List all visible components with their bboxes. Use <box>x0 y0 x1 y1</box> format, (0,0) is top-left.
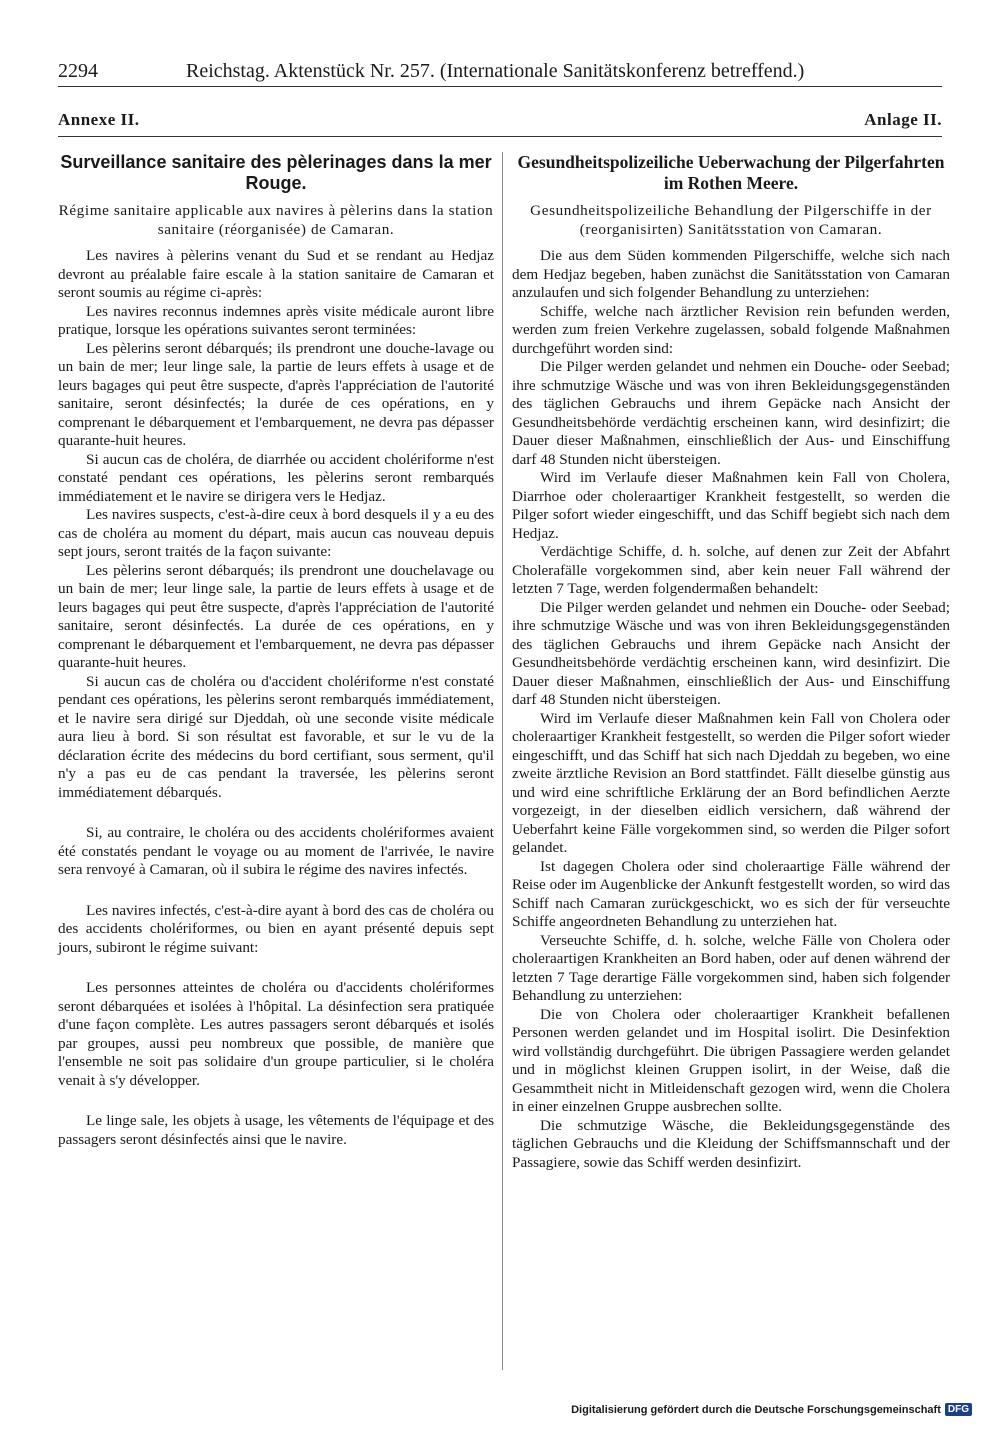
column-separator <box>502 152 503 1370</box>
header-rule <box>58 86 942 87</box>
annex-label-german: Anlage II. <box>864 110 942 129</box>
french-subtitle: Régime sanitaire applicable aux navires à pèlerins dans la station sanitaire (réorganisée) de Camaran. <box>58 202 494 238</box>
dfg-logo: DFG <box>945 1403 972 1416</box>
paragraph: Si, au contraire, le choléra ou des accidents cholériformes avaient été constatés pendant le voyage ou au moment de l'arrivée, le navire sera renvoyé à Camaran, où il subira le régime des navires infectés. <box>58 824 494 878</box>
german-title: Gesundheitspolizeiliche Ueberwachung der Pilgerfahrten im Rothen Meere. <box>517 152 945 193</box>
paragraph: Les personnes atteintes de choléra ou d'accidents cholériformes seront débarquées et isolées à l'hôpital. La désinfection sera pratiquée d'une façon complète. Les autres passagers seront débarqués et isolés par groupes, aussi peu nombreux que possible, de manière que l'ensemble ne soit pas solidaire d'un groupe particulier, si le choléra venait à s'y développer. <box>58 979 494 1089</box>
paragraph: Wird im Verlaufe dieser Maßnahmen kein Fall von Cholera, Diarrhoe oder choleraartiger Krankheit festgestellt, so werden die Pilger sofort wieder eingeschifft, und das Schiff begiebt sich nach dem Hedjaz. <box>512 469 950 542</box>
paragraph: Verseuchte Schiffe, d. h. solche, welche Fälle von Cholera oder choleraartigen Krankheiten an Bord haben, oder auf denen während der letzten 7 Tage derartige Fälle vorgekommen sind, haben sich folgender Behandlung zu unterziehen: <box>512 931 950 1004</box>
paragraph: Les pèlerins seront débarqués; ils prendront une douche-lavage ou un bain de mer; leur linge sale, la partie de leurs effets à usage et de leurs bagages qui peut être suspecte, d'après l'appréciation de l'autorité sanitaire, seront désinfectés; la durée de ces opérations, en y comprenant le débarquement et l'embarquement, ne devra pas dépasser quarante-huit heures. <box>58 339 494 449</box>
paragraph: Les pèlerins seront débarqués; ils prendront une douchelavage ou un bain de mer; leur linge sale, la partie de leurs effets à usage et de leurs bagages qui peut être suspecte, d'après l'appréciation de l'autorité sanitaire, seront désinfectés. La durée de ces opérations, en y comprenant le débarquement et l'embarquement, ne devra pas dépasser quarante-huit heures. <box>58 561 494 671</box>
paragraph: Die von Cholera oder choleraartiger Krankheit befallenen Personen werden gelandet und im Hospital isolirt. Die Desinfektion wird vollständig durchgeführt. Die übrigen Passagiere werden gelandet und in möglichst kleinen Gruppen isolirt, in der Weise, daß die Gesammtheit nicht in Mitleidenschaft gezogen wird, wenn die Cholera in einer einzelnen Gruppe ausbrechen sollte. <box>512 1005 950 1115</box>
page-number: 2294 <box>58 60 98 82</box>
paragraph: Die aus dem Süden kommenden Pilgerschiffe, welche sich nach dem Hedjaz begeben, haben zunächst die Sanitätsstation von Camaran anzulaufen und sich folgender Behandlung zu unterziehen: <box>512 247 950 301</box>
paragraph: Wird im Verlaufe dieser Maßnahmen kein Fall von Cholera oder choleraartiger Krankheit festgestellt, so werden die Pilger sofort wieder eingeschifft, und das Schiff hat sich nach Djeddah zu begeben, wo eine zweite ärztliche Revision an Bord stattfindet. Fällt dieselbe günstig aus und wird eine schriftliche Erklärung der an Bord befindlichen Aerzte vorgezeigt, in der dieselben eidlich versichern, daß während der Ueberfahrt keine Fälle vorgekommen sind, so werden die Pilger sofort gelandet. <box>512 709 950 856</box>
paragraph: Les navires infectés, c'est-à-dire ayant à bord des cas de choléra ou des accidents cholériformes, ou bien en ayant présenté depuis sept jours, subiront le régime suivant: <box>58 901 494 956</box>
paragraph: Si aucun cas de choléra ou d'accident cholériforme n'est constaté pendant ces opérations, les pèlerins seront rembarqués immédiatement, et le navire sera dirigé sur Djeddah, où une seconde visite médicale aura lieu à bord. Si son résultat est favorable, et sur le vu de la déclaration écrite des médecins du bord certifiant, sous serment, qu'il n'y a pas eu de cas pendant la traversée, les pèlerins seront immédiatement débarqués. <box>58 672 494 801</box>
german-subtitle: Gesundheitspolizeiliche Behandlung der Pilgerschiffe in der (reorganisirten) Sanitätsstation von Camaran. <box>530 202 932 238</box>
paragraph: Verdächtige Schiffe, d. h. solche, auf denen zur Zeit der Abfahrt Cholerafälle vorgekommen sind, aber kein neuer Fall während der letzten 7 Tage, werden folgendermaßen behandelt: <box>512 543 950 597</box>
paragraph: Le linge sale, les objets à usage, les vêtements de l'équipage et des passagers seront désinfectés ainsi que le navire. <box>58 1112 494 1148</box>
running-header <box>58 60 942 86</box>
paragraph: Die schmutzige Wäsche, die Bekleidungsgegenstände des täglichen Gebrauchs und die Kleidung der Schiffsmannschaft und der Passagiere, sowie das Schiff werden desinfizirt. <box>512 1116 950 1171</box>
header-title: Reichstag. Aktenstück Nr. 257. (Internationale Sanitätskonferenz betreffend.) <box>186 60 805 82</box>
paragraph: Die Pilger werden gelandet und nehmen ein Douche- oder Seebad; ihre schmutzige Wäsche und was von ihren Bekleidungsgegenständen des täglichen Gebrauchs und ihrem Gepäcke nach Ansicht der Gesundheitsbehörde verdächtig erscheinen kann, wird desinfizirt. Die Dauer dieser Maßnahmen, einschließlich der Aus- und Einschiffung darf 48 Stunden nicht übersteigen. <box>512 598 950 708</box>
german-column <box>512 152 950 1172</box>
paragraph: Schiffe, welche nach ärztlicher Revision rein befunden werden, werden zum freien Verkehre zugelassen, sobald folgende Maßnahmen durchgeführt worden sind: <box>512 302 950 357</box>
footer-text: Digitalisierung gefördert durch die Deutsche Forschungsgemeinschaft <box>571 1403 941 1416</box>
annex-rule <box>58 136 942 137</box>
paragraph: Si aucun cas de choléra, de diarrhée ou accident cholériforme n'est constaté pendant ces opérations, les pèlerins seront rembarqués immédiatement et le navire se dirigera vers le Hedjaz. <box>58 450 494 505</box>
paragraph: Les navires suspects, c'est-à-dire ceux à bord desquels il y a eu des cas de choléra au moment du départ, mais aucun cas nouveau depuis sept jours, seront traités de la façon suivante: <box>58 506 494 560</box>
paragraph: Les navires à pèlerins venant du Sud et se rendant au Hedjaz devront au préalable faire escale à la station sanitaire de Camaran et seront soumis au régime ci-après: <box>58 247 494 301</box>
french-column <box>58 152 494 1149</box>
paragraph: Die Pilger werden gelandet und nehmen ein Douche- oder Seebad; ihre schmutzige Wäsche und was von ihren Bekleidungsgegenständen des täglichen Gebrauchs und ihrem Gepäcke nach Ansicht der Gesundheitsbehörde verdächtig erscheinen kann, wird desinfizirt; die Dauer dieser Maßnahmen, einschließlich der Aus- und Einschiffung darf 48 Stunden nicht übersteigen. <box>512 358 950 468</box>
digitization-footer <box>571 1403 972 1416</box>
french-title: Surveillance sanitaire des pèlerinages dans la mer Rouge. <box>60 152 492 193</box>
paragraph: Les navires reconnus indemnes après visite médicale auront libre pratique, lorsque les opérations suivantes seront terminées: <box>58 302 494 338</box>
paragraph: Ist dagegen Cholera oder sind choleraartige Fälle während der Reise oder im Augenblicke der Ankunft festgestellt worden, so wird das Schiff nach Camaran zurückgeschickt, wo es sich der für verseuchte Schiffe angeordneten Behandlung zu unterziehen hat. <box>512 857 950 930</box>
annex-label-french: Annexe II. <box>58 110 140 129</box>
